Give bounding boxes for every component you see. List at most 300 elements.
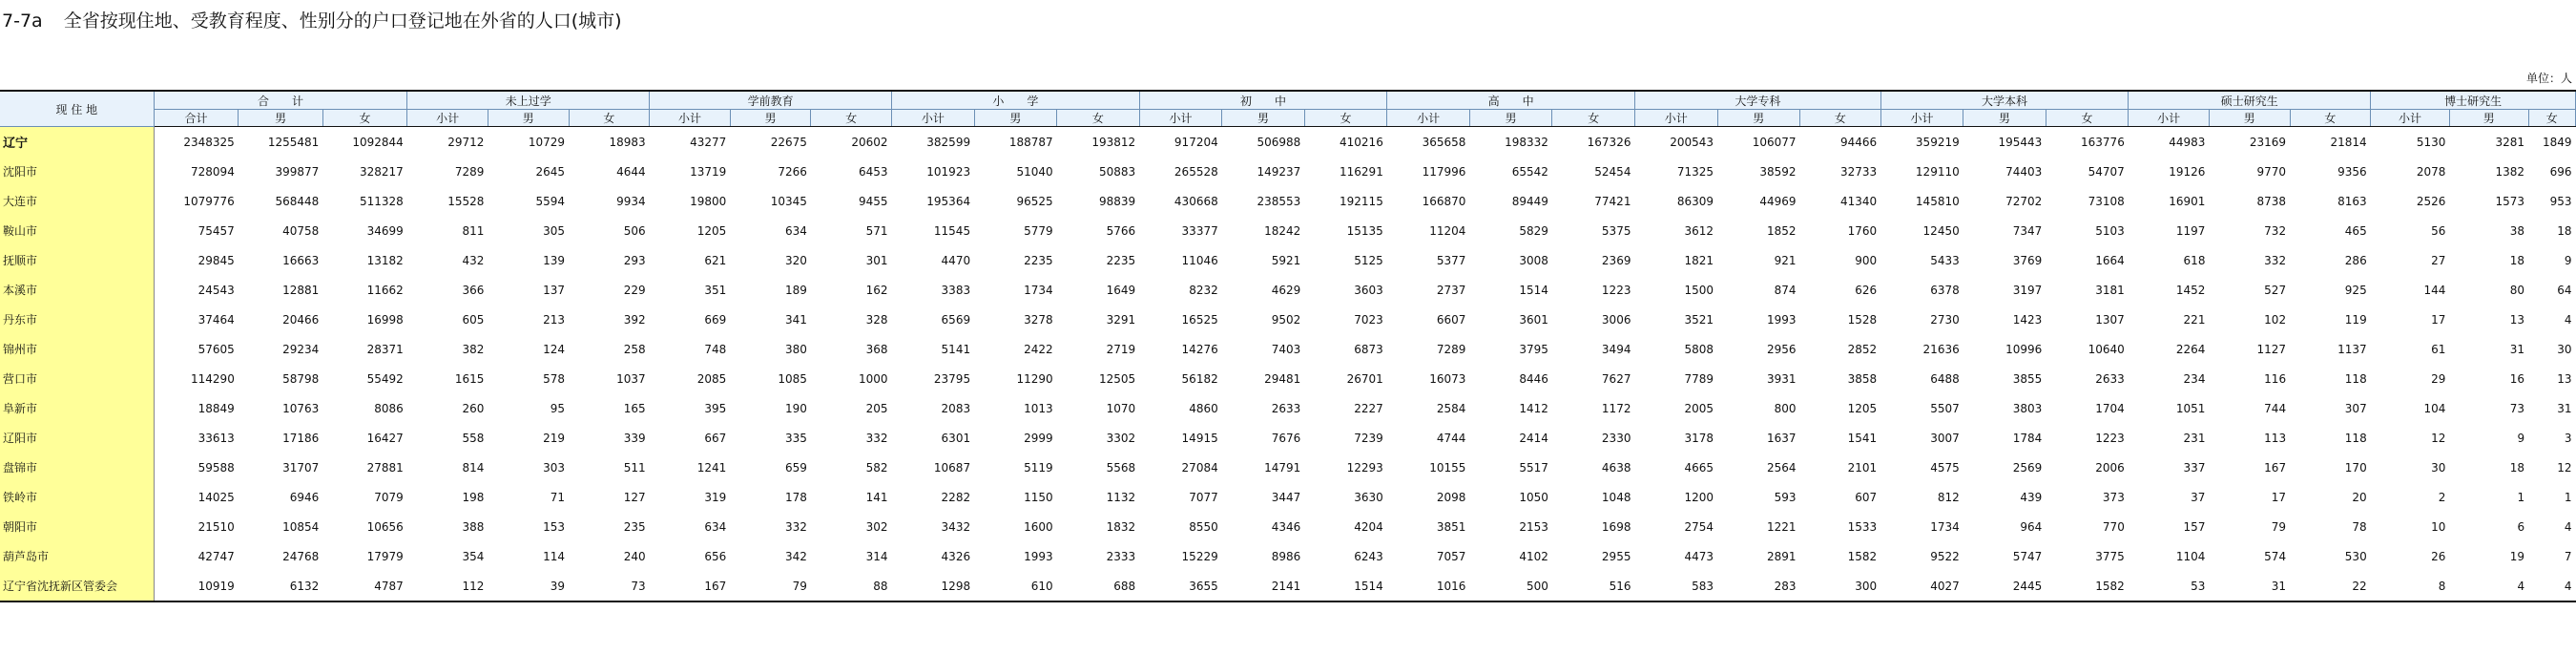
table-cell: 78 (2352, 519, 2367, 534)
table-cell: 3612 (1684, 223, 1714, 238)
table-cell: 229 (623, 283, 646, 297)
table-cell: 6488 (1930, 371, 1960, 386)
table-cell: 14276 (1181, 342, 1218, 356)
table-cell: 4638 (1601, 460, 1631, 475)
row-location-label: 本溪市 (0, 275, 154, 305)
subcolumn-header: 小计 (650, 110, 731, 127)
row-location-label: 阜新市 (0, 393, 154, 423)
subcolumn-header: 男 (1963, 110, 2046, 127)
table-cell: 20466 (282, 312, 320, 327)
group-header: 初 中 (1139, 91, 1387, 110)
table-cell: 2584 (1436, 401, 1466, 415)
table-cell: 332 (785, 519, 807, 534)
table-cell: 16525 (1181, 312, 1218, 327)
table-cell: 31 (2557, 401, 2572, 415)
table-cell: 11046 (1181, 253, 1218, 267)
table-cell: 19800 (690, 194, 727, 208)
table-cell: 2891 (1767, 549, 1797, 563)
table-cell: 3795 (1519, 342, 1548, 356)
table-cell: 3181 (2095, 283, 2125, 297)
table-cell: 2235 (1024, 253, 1053, 267)
table-cell: 2153 (1519, 519, 1548, 534)
table-cell: 2078 (2416, 164, 2446, 179)
table-cell: 5808 (1684, 342, 1714, 356)
group-header: 硕士研究生 (2129, 91, 2371, 110)
table-cell: 917204 (1174, 135, 1218, 149)
table-cell: 95 (550, 401, 566, 415)
table-row (0, 216, 2576, 245)
table-cell: 1704 (2095, 401, 2125, 415)
subcolumn-header: 男 (1717, 110, 1800, 127)
table-cell: 2282 (941, 490, 971, 504)
subcolumn-header: 小计 (1139, 110, 1222, 127)
table-cell: 7347 (2012, 223, 2043, 238)
table-cell: 11290 (1016, 371, 1053, 386)
table-cell: 19126 (2169, 164, 2206, 179)
table-cell: 221 (2183, 312, 2206, 327)
table-row (0, 305, 2576, 334)
table-cell: 1452 (2175, 283, 2206, 297)
table-cell: 574 (2264, 549, 2287, 563)
table-cell: 8738 (2256, 194, 2287, 208)
table-cell: 22 (2290, 571, 2371, 601)
table-row (0, 186, 2576, 216)
table-cell: 1137 (2337, 342, 2367, 356)
table-cell: 10155 (1429, 460, 1466, 475)
table-cell: 2098 (1436, 490, 1466, 504)
table-cell: 332 (2264, 253, 2287, 267)
table-cell: 10656 (366, 519, 404, 534)
table-cell: 373 (2102, 490, 2125, 504)
table-cell: 2333 (1106, 549, 1136, 563)
table-cell: 4665 (1684, 460, 1714, 475)
table-cell: 129110 (1915, 164, 1960, 179)
table-cell: 18983 (609, 135, 646, 149)
table-cell: 139 (543, 253, 566, 267)
table-cell: 137 (543, 283, 566, 297)
table-cell: 688 (1057, 571, 1140, 601)
table-cell: 1000 (859, 371, 888, 386)
table-cell: 2754 (1684, 519, 1714, 534)
table-cell: 3007 (1930, 431, 1960, 445)
table-cell: 3601 (1519, 312, 1548, 327)
table-cell: 3278 (1024, 312, 1053, 327)
table-cell: 9356 (2337, 164, 2367, 179)
table-cell: 4 (2449, 571, 2528, 601)
table-cell: 5779 (1024, 223, 1053, 238)
table-title: 全省按现住地、受教育程度、性别分的户口登记地在外省的人口(城市) (63, 11, 622, 32)
table-cell: 16073 (1429, 371, 1466, 386)
table-cell: 7266 (778, 164, 807, 179)
table-cell: 190 (785, 401, 807, 415)
table-cell: 10763 (282, 401, 320, 415)
table-cell: 2956 (1767, 342, 1797, 356)
row-location-label: 盘锦市 (0, 453, 154, 482)
table-cell: 238553 (1257, 194, 1301, 208)
table-cell: 320 (785, 253, 807, 267)
table-cell: 1852 (1767, 223, 1797, 238)
table-cell: 26701 (1346, 371, 1383, 386)
table-cell: 65542 (1511, 164, 1548, 179)
table-cell: 39 (488, 571, 569, 601)
table-cell: 73 (2509, 401, 2525, 415)
table-cell: 30 (2557, 342, 2572, 356)
table-cell: 12 (2557, 460, 2572, 475)
table-cell: 94466 (1840, 135, 1878, 149)
table-cell: 198 (462, 490, 485, 504)
table-cell: 10854 (282, 519, 320, 534)
table-row (0, 393, 2576, 423)
table-cell: 342 (785, 549, 807, 563)
table-cell: 1 (2564, 490, 2572, 504)
subcolumn-header: 女 (1057, 110, 1140, 127)
table-cell: 50883 (1099, 164, 1136, 179)
table-cell: 2141 (1222, 571, 1305, 601)
table-cell: 1784 (2012, 431, 2043, 445)
table-cell: 3858 (1847, 371, 1878, 386)
subcolumn-header: 女 (322, 110, 406, 127)
table-cell: 3291 (1106, 312, 1136, 327)
table-cell: 1734 (1024, 283, 1053, 297)
table-cell: 4470 (941, 253, 971, 267)
table-cell: 14915 (1181, 431, 1218, 445)
table-cell: 189 (785, 283, 807, 297)
table-cell: 669 (704, 312, 727, 327)
table-cell: 51040 (1016, 164, 1053, 179)
table-cell: 119 (2344, 312, 2367, 327)
table-cell: 58798 (282, 371, 320, 386)
row-location-label: 葫芦岛市 (0, 541, 154, 571)
table-cell: 1821 (1684, 253, 1714, 267)
table-cell: 17186 (282, 431, 320, 445)
table-cell: 6378 (1930, 283, 1960, 297)
table-cell: 618 (2183, 253, 2206, 267)
group-header: 大学本科 (1880, 91, 2129, 110)
table-cell: 56 (2431, 223, 2446, 238)
table-cell: 1221 (1767, 519, 1797, 534)
table-cell: 124 (543, 342, 566, 356)
table-cell: 167326 (1587, 135, 1631, 149)
table-cell: 6946 (289, 490, 320, 504)
table-cell: 568448 (275, 194, 320, 208)
table-cell: 634 (704, 519, 727, 534)
location-header: 现 住 地 (0, 91, 154, 127)
table-cell: 205 (865, 401, 888, 415)
table-cell: 163776 (2081, 135, 2125, 149)
table-cell: 12450 (1922, 223, 1960, 238)
table-cell: 26 (2431, 549, 2446, 563)
table-cell: 3803 (2012, 401, 2043, 415)
table-cell: 399877 (275, 164, 320, 179)
table-cell: 1832 (1106, 519, 1136, 534)
table-cell: 9 (2564, 253, 2572, 267)
table-cell: 5594 (535, 194, 566, 208)
table-cell: 22675 (770, 135, 807, 149)
table-cell: 5517 (1519, 460, 1548, 475)
table-cell: 16998 (366, 312, 404, 327)
table-cell: 10996 (2005, 342, 2043, 356)
table-cell: 1307 (2095, 312, 2125, 327)
table-cell: 593 (1774, 490, 1797, 504)
table-cell: 165 (623, 401, 646, 415)
table-cell: 2348325 (183, 135, 235, 149)
table-cell: 2569 (2012, 460, 2043, 475)
table-cell: 28371 (366, 342, 404, 356)
table-cell: 388 (462, 519, 485, 534)
table-cell: 3008 (1519, 253, 1548, 267)
table-cell: 7289 (1436, 342, 1466, 356)
table-cell: 71325 (1676, 164, 1714, 179)
table-cell: 7789 (1684, 371, 1714, 386)
subcolumn-header: 女 (2046, 110, 2129, 127)
table-cell: 29712 (447, 135, 485, 149)
table-cell: 7077 (1189, 490, 1218, 504)
table-cell: 21510 (197, 519, 235, 534)
table-cell: 16 (2509, 371, 2525, 386)
table-cell: 9770 (2256, 164, 2287, 179)
table-cell: 38 (2509, 223, 2525, 238)
subcolumn-header: 小计 (892, 110, 975, 127)
table-cell: 3931 (1767, 371, 1797, 386)
table-cell: 106077 (1752, 135, 1797, 149)
subcolumn-header: 男 (2449, 110, 2528, 127)
table-cell: 13719 (690, 164, 727, 179)
table-cell: 728094 (191, 164, 235, 179)
table-cell: 610 (974, 571, 1057, 601)
table-cell: 1070 (1106, 401, 1136, 415)
table-cell: 800 (1774, 401, 1797, 415)
table-cell: 1500 (1684, 283, 1714, 297)
table-cell: 8 (2371, 571, 2450, 601)
table-cell: 9 (2517, 431, 2525, 445)
subcolumn-header: 女 (2528, 110, 2575, 127)
table-cell: 16427 (366, 431, 404, 445)
table-cell: 2737 (1436, 283, 1466, 297)
group-header: 大学专科 (1634, 91, 1880, 110)
table-cell: 5119 (1024, 460, 1053, 475)
table-cell: 33377 (1181, 223, 1218, 238)
table-cell: 12293 (1346, 460, 1383, 475)
table-cell: 79 (2271, 519, 2287, 534)
table-cell: 54707 (2088, 164, 2125, 179)
table-cell: 3851 (1436, 519, 1466, 534)
table-cell: 3655 (1139, 571, 1222, 601)
table-cell: 1013 (1024, 401, 1053, 415)
table-cell: 5568 (1106, 460, 1136, 475)
table-cell: 811 (462, 223, 485, 238)
table-cell: 578 (543, 371, 566, 386)
row-location-label: 营口市 (0, 364, 154, 393)
table-cell: 162 (865, 283, 888, 297)
table-cell: 656 (704, 549, 727, 563)
table-cell: 42747 (197, 549, 235, 563)
table-cell: 98839 (1099, 194, 1136, 208)
table-cell: 953 (2549, 194, 2572, 208)
table-cell: 2645 (535, 164, 566, 179)
table-cell: 1037 (616, 371, 646, 386)
table-cell: 3630 (1354, 490, 1383, 504)
table-cell: 13182 (366, 253, 404, 267)
table-cell: 167 (650, 571, 731, 601)
table-cell: 265528 (1174, 164, 1218, 179)
table-cell: 15528 (447, 194, 485, 208)
table-row (0, 541, 2576, 571)
table-cell: 27 (2431, 253, 2446, 267)
table-cell: 17979 (366, 549, 404, 563)
table-cell: 23169 (2249, 135, 2287, 149)
table-cell: 4644 (616, 164, 646, 179)
table-body (0, 127, 2576, 602)
table-cell: 1664 (2095, 253, 2125, 267)
table-cell: 874 (1774, 283, 1797, 297)
table-cell: 16901 (2169, 194, 2206, 208)
table-cell: 18 (2509, 253, 2525, 267)
table-cell: 351 (704, 283, 727, 297)
table-cell: 8550 (1189, 519, 1218, 534)
subcolumn-header: 男 (730, 110, 811, 127)
table-cell: 465 (2344, 223, 2367, 238)
table-row (0, 512, 2576, 541)
table-cell: 6132 (239, 571, 322, 601)
table-cell: 9455 (859, 194, 888, 208)
table-cell: 167 (2264, 460, 2287, 475)
table-cell: 8163 (2337, 194, 2367, 208)
table-cell: 7239 (1354, 431, 1383, 445)
table-cell: 3447 (1271, 490, 1301, 504)
table-cell: 3 (2564, 431, 2572, 445)
table-cell: 301 (865, 253, 888, 267)
table-cell: 1085 (778, 371, 807, 386)
table-cell: 1079776 (183, 194, 235, 208)
table-cell: 86309 (1676, 194, 1714, 208)
table-cell: 4 (2564, 312, 2572, 327)
table-cell: 3302 (1106, 431, 1136, 445)
table-cell: 113 (2264, 431, 2287, 445)
table-cell: 59588 (197, 460, 235, 475)
table-cell: 20 (2352, 490, 2367, 504)
table-cell: 659 (785, 460, 807, 475)
table-cell: 1051 (2175, 401, 2206, 415)
table-cell: 4346 (1271, 519, 1301, 534)
table-cell: 258 (623, 342, 646, 356)
table-cell: 2006 (2095, 460, 2125, 475)
table-cell: 24768 (282, 549, 320, 563)
table-cell: 192115 (1340, 194, 1383, 208)
table-cell: 2235 (1106, 253, 1136, 267)
table-cell: 1172 (1601, 401, 1631, 415)
table-cell: 13 (2557, 371, 2572, 386)
table-cell: 3769 (2012, 253, 2043, 267)
table-cell: 1849 (2542, 135, 2572, 149)
table-cell: 18849 (197, 401, 235, 415)
table-cell: 1200 (1684, 490, 1714, 504)
table-cell: 1573 (2495, 194, 2525, 208)
table-cell: 80 (2509, 283, 2525, 297)
table-cell: 5375 (1601, 223, 1631, 238)
table-cell: 52454 (1594, 164, 1631, 179)
table-cell: 1649 (1106, 283, 1136, 297)
row-location-label: 辽宁 (0, 127, 154, 158)
table-cell: 1104 (2175, 549, 2206, 563)
table-cell: 8086 (374, 401, 404, 415)
table-cell: 382599 (926, 135, 971, 149)
subcolumn-header: 男 (239, 110, 322, 127)
table-cell: 29845 (197, 253, 235, 267)
table-cell: 4575 (1930, 460, 1960, 475)
table-cell: 1637 (1767, 431, 1797, 445)
table-cell: 8232 (1189, 283, 1218, 297)
table-cell: 88 (811, 571, 892, 601)
table-cell: 41340 (1840, 194, 1878, 208)
table-cell: 732 (2264, 223, 2287, 238)
row-location-label: 抚顺市 (0, 245, 154, 275)
table-cell: 6453 (859, 164, 888, 179)
table-cell: 178 (785, 490, 807, 504)
table-cell: 339 (623, 431, 646, 445)
table-cell: 104 (2423, 401, 2446, 415)
table-cell: 4204 (1354, 519, 1383, 534)
table-cell: 33613 (197, 431, 235, 445)
group-header: 小 学 (892, 91, 1140, 110)
table-cell: 4787 (322, 571, 406, 601)
table-cell: 23795 (933, 371, 971, 386)
group-header: 学前教育 (650, 91, 892, 110)
table-cell: 2564 (1767, 460, 1797, 475)
table-cell: 7023 (1354, 312, 1383, 327)
table-cell: 2330 (1601, 431, 1631, 445)
table-cell: 21636 (1922, 342, 1960, 356)
table-cell: 31 (2209, 571, 2290, 601)
table-cell: 3281 (2495, 135, 2525, 149)
table-cell: 56182 (1181, 371, 1218, 386)
table-cell: 14025 (197, 490, 235, 504)
table-cell: 3775 (2095, 549, 2125, 563)
table-cell: 341 (785, 312, 807, 327)
table-cell: 3432 (941, 519, 971, 534)
table-cell: 337 (2183, 460, 2206, 475)
table-cell: 234 (2183, 371, 2206, 386)
table-cell: 506988 (1257, 135, 1301, 149)
table-cell: 4027 (1880, 571, 1963, 601)
table-cell: 10640 (2088, 342, 2125, 356)
table-cell: 1698 (1601, 519, 1631, 534)
table-cell: 1993 (1024, 549, 1053, 563)
table-cell: 5103 (2095, 223, 2125, 238)
subcolumn-header: 女 (2290, 110, 2371, 127)
table-cell: 1541 (1847, 431, 1878, 445)
row-location-label: 辽宁省沈抚新区管委会 (0, 571, 154, 601)
table-cell: 4102 (1519, 549, 1548, 563)
table-cell: 1241 (696, 460, 727, 475)
table-cell: 7627 (1601, 371, 1631, 386)
table-cell: 193812 (1091, 135, 1136, 149)
table-row (0, 571, 2576, 601)
table-cell: 15229 (1181, 549, 1218, 563)
table-cell: 1197 (2175, 223, 2206, 238)
table-cell: 77421 (1594, 194, 1631, 208)
table-cell: 1048 (1601, 490, 1631, 504)
table-cell: 900 (1855, 253, 1878, 267)
table-cell: 79 (730, 571, 811, 601)
table-cell: 380 (785, 342, 807, 356)
table-cell: 1223 (1601, 283, 1631, 297)
table-cell: 116291 (1340, 164, 1383, 179)
table-cell: 118 (2344, 371, 2367, 386)
row-location-label: 朝阳市 (0, 512, 154, 541)
table-cell: 61 (2431, 342, 2446, 356)
table-cell: 286 (2344, 253, 2367, 267)
table-cell: 2719 (1106, 342, 1136, 356)
